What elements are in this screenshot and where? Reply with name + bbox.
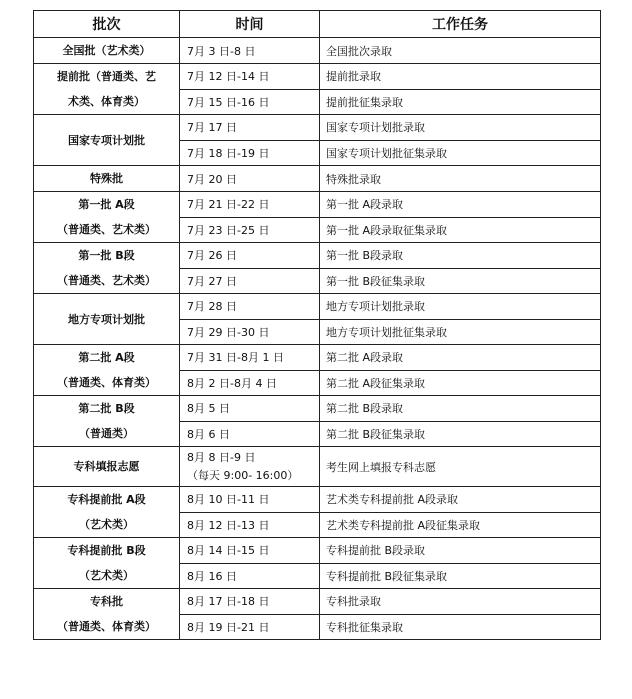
time-text: 8月 8 日-9 日 — [187, 450, 256, 464]
time-text: 7月 21 日-22 日 — [187, 198, 270, 212]
time-cell — [180, 396, 320, 422]
batch-label-line: 全国批（艺术类） — [62, 44, 151, 57]
task-cell: 专科提前批 B段录取 — [320, 538, 601, 564]
time-cell — [180, 166, 320, 192]
batch-label-line: （普通类、艺术类） — [57, 223, 156, 236]
task-cell: 考生网上填报专科志愿 — [320, 447, 601, 487]
batch-cell — [34, 64, 180, 115]
time-cell — [180, 217, 320, 243]
task-cell: 艺术类专科提前批 A段征集录取 — [320, 512, 601, 538]
batch-cell — [34, 396, 180, 447]
batch-label-line: （普通类） — [79, 427, 134, 440]
task-cell: 国家专项计划批征集录取 — [320, 140, 601, 166]
time-text: 7月 31 日-8月 1 日 — [187, 351, 284, 365]
task-cell: 第一批 A段录取征集录取 — [320, 217, 601, 243]
batch-label-line: （普通类、体育类） — [57, 376, 156, 389]
batch-cell — [34, 345, 180, 396]
batch-cell — [34, 294, 180, 345]
time-text: 7月 17 日 — [187, 121, 237, 135]
batch-label-line: 专科提前批 B段 — [67, 544, 146, 557]
time-cell — [180, 421, 320, 447]
task-cell: 地方专项计划批录取 — [320, 294, 601, 320]
batch-label-line: 地方专项计划批 — [68, 312, 145, 326]
time-text: 8月 2 日-8月 4 日 — [187, 376, 277, 390]
time-cell — [180, 268, 320, 294]
task-cell: 第二批 B段录取 — [320, 396, 601, 422]
table-row — [34, 487, 601, 513]
time-text: 8月 17 日-18 日 — [187, 595, 270, 609]
time-cell — [180, 563, 320, 589]
time-text: 8月 16 日 — [187, 569, 237, 583]
task-cell: 提前批征集录取 — [320, 89, 601, 115]
batch-label-line: 国家专项计划批 — [68, 133, 145, 147]
batch-label-line: 特殊批 — [90, 172, 123, 185]
time-cell — [180, 89, 320, 115]
table-row — [34, 166, 601, 192]
time-cell — [180, 64, 320, 90]
task-cell: 提前批录取 — [320, 64, 601, 90]
batch-cell — [34, 589, 180, 640]
time-text: 7月 28 日 — [187, 300, 237, 314]
table-row — [34, 589, 601, 615]
task-cell: 专科批征集录取 — [320, 614, 601, 640]
task-cell: 专科提前批 B段征集录取 — [320, 563, 601, 589]
batch-label-line: 第一批 A段 — [78, 198, 135, 211]
batch-label-line: 专科提前批 A段 — [67, 493, 146, 506]
batch-cell — [34, 538, 180, 589]
batch-cell — [34, 192, 180, 243]
batch-label-line: （艺术类） — [79, 569, 134, 582]
batch-label-line: 术类、体育类） — [68, 95, 145, 108]
time-text: 7月 26 日 — [187, 249, 237, 263]
task-cell: 专科批录取 — [320, 589, 601, 615]
time-cell — [180, 192, 320, 218]
schedule-body — [34, 38, 601, 640]
table-row — [34, 243, 601, 269]
time-cell — [180, 614, 320, 640]
task-cell: 地方专项计划批征集录取 — [320, 319, 601, 345]
batch-label-line: （艺术类） — [79, 518, 134, 531]
batch-label-line: 提前批（普通类、艺 — [57, 70, 156, 83]
time-cell — [180, 589, 320, 615]
table-row — [34, 447, 601, 487]
batch-label-line: 第二批 A段 — [78, 351, 135, 364]
time-text: 7月 20 日 — [187, 172, 237, 186]
header-batch: 批次 — [34, 11, 180, 38]
time-text: 8月 14 日-15 日 — [187, 544, 270, 558]
time-text: 7月 29 日-30 日 — [187, 325, 270, 339]
time-cell — [180, 319, 320, 345]
task-cell: 国家专项计划批录取 — [320, 115, 601, 141]
task-cell: 第一批 A段录取 — [320, 192, 601, 218]
header-task: 工作任务 — [320, 11, 601, 38]
time-cell — [180, 345, 320, 371]
time-text: 7月 18 日-19 日 — [187, 146, 270, 160]
time-text: 8月 10 日-11 日 — [187, 493, 270, 507]
batch-cell — [34, 447, 180, 487]
batch-label-line: 专科填报志愿 — [73, 460, 140, 473]
task-cell: 第一批 B段征集录取 — [320, 268, 601, 294]
table-row — [34, 38, 601, 64]
time-text: 7月 15 日-16 日 — [187, 95, 270, 109]
batch-label-line: 第一批 B段 — [78, 249, 135, 262]
time-cell — [180, 243, 320, 269]
time-cell — [180, 512, 320, 538]
task-cell: 全国批次录取 — [320, 38, 601, 64]
time-text: 8月 6 日 — [187, 427, 230, 441]
admission-schedule-table — [33, 10, 601, 640]
batch-label-line: 专科批 — [90, 595, 123, 608]
table-row — [34, 64, 601, 90]
time-text: 8月 19 日-21 日 — [187, 620, 270, 634]
time-text: 7月 3 日-8 日 — [187, 44, 256, 58]
batch-label-line: 第二批 B段 — [78, 402, 135, 415]
time-text: 8月 12 日-13 日 — [187, 518, 270, 532]
table-row — [34, 345, 601, 371]
batch-label-line: （普通类、体育类） — [57, 620, 156, 633]
task-cell: 第二批 B段征集录取 — [320, 421, 601, 447]
time-cell — [180, 140, 320, 166]
task-cell: 第一批 B段录取 — [320, 243, 601, 269]
task-cell: 特殊批录取 — [320, 166, 601, 192]
batch-cell — [34, 243, 180, 294]
time-cell — [180, 115, 320, 141]
task-cell: 第二批 A段录取 — [320, 345, 601, 371]
time-text: 7月 27 日 — [187, 274, 237, 288]
batch-cell — [34, 38, 180, 64]
time-cell — [180, 487, 320, 513]
batch-label-line: （普通类、艺术类） — [57, 274, 156, 287]
time-note: （每天 9:00- 16:00） — [187, 468, 299, 482]
time-cell — [180, 538, 320, 564]
time-text: 7月 12 日-14 日 — [187, 70, 270, 84]
time-cell — [180, 370, 320, 396]
table-row — [34, 396, 601, 422]
time-cell — [180, 447, 320, 487]
time-cell — [180, 38, 320, 64]
task-cell: 第二批 A段征集录取 — [320, 370, 601, 396]
header-row — [34, 11, 601, 38]
batch-cell — [34, 487, 180, 538]
batch-cell — [34, 166, 180, 192]
time-text: 7月 23 日-25 日 — [187, 223, 270, 237]
table-row — [34, 192, 601, 218]
batch-cell — [34, 115, 180, 166]
table-row — [34, 538, 601, 564]
task-cell: 艺术类专科提前批 A段录取 — [320, 487, 601, 513]
time-text: 8月 5 日 — [187, 402, 230, 416]
time-cell — [180, 294, 320, 320]
header-time: 时间 — [180, 11, 320, 38]
table-row — [34, 115, 601, 141]
table-row — [34, 294, 601, 320]
